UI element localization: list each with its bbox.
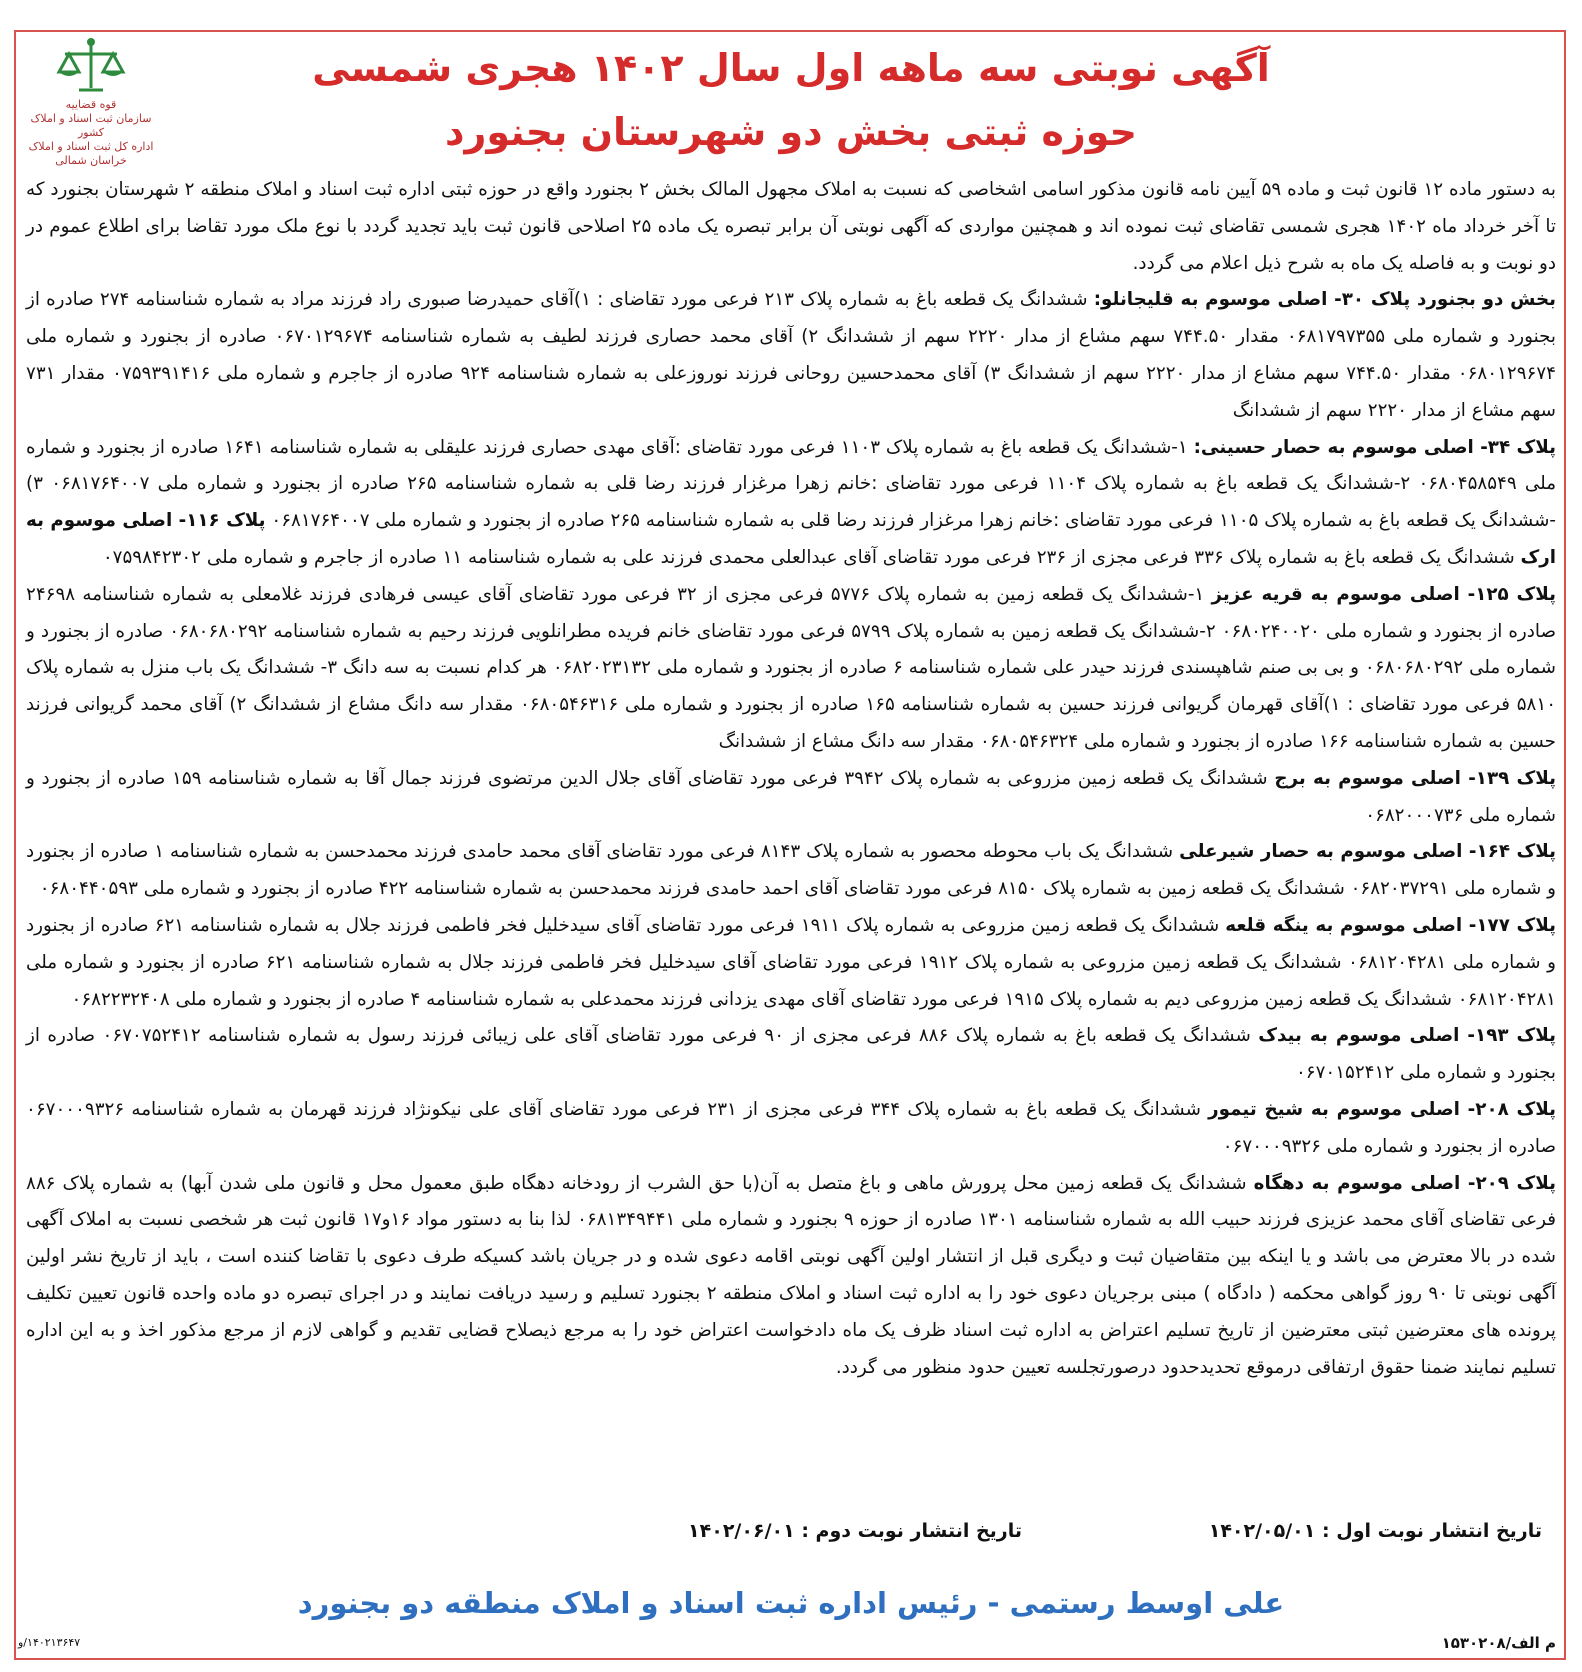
entry-paragraph xyxy=(26,1092,1556,1166)
entry-paragraph xyxy=(26,908,1556,1018)
entry-heading: پلاک ۲۰۹- اصلی موسوم به دهگاه xyxy=(1253,1172,1556,1194)
signature-line: علی اوسط رستمی - رئیس اداره ثبت اسناد و املاک منطقه دو بجنورد xyxy=(297,1586,1285,1620)
entry-heading: پلاک ۱۳۹- اصلی موسوم به برج xyxy=(1274,767,1556,789)
notice-body xyxy=(26,172,1556,1386)
entry-text: ششدانگ یک قطعه زمین مزروعی به شماره پلاک ۱۹۱۱ فرعی مورد تقاضای آقای سیدخلیل فخر فاطمی فرزند جلال به شماره شناسنامه ۶۲۱ صادره از بجنورد و شماره ملی ۰۶۸۱۲۰۴۲۸۱ ششدانگ یک قطعه زمین مزروعی به شماره پلاک ۱۹۱۲ فرعی مورد تقاضای آقای سیدخلیل فخر فاطمی فرزند جلال به شماره شناسنامه ۶۲۱ صادره از بجنورد و شماره ملی ۰۶۸۱۲۰۴۲۸۱ ششدانگ یک قطعه زمین مزروعی دیم به شماره پلاک ۱۹۱۵ فرعی مورد تقاضای آقای مهدی یزدانی فرزند محمدعلی به شماره شناسنامه ۴ صادره از بجنورد و شماره ملی ۰۶۸۲۲۳۲۴۰۸ xyxy=(26,914,1556,1010)
scales-emblem-icon xyxy=(55,36,127,98)
entry-text: ششدانگ یک قطعه باغ به شماره پلاک ۲۱۳ فرعی مورد تقاضای : ۱)آقای حمیدرضا صبوری راد فرزند مراد به شماره شناسنامه ۲۷۴ صادره از بجنورد و شماره ملی ۰۶۸۱۷۹۷۳۵۵ مقدار ۷۴۴.۵۰ سهم مشاع از مدار ۲۲۲۰ سهم از ششدانگ ۲) آقای محمد حصاری فرزند لطیف به شماره شناسنامه ۰۶۷۰۱۲۹۶۷۴ صادره از بجنورد و شماره ملی ۰۶۸۰۱۲۹۶۷۴ مقدار ۷۴۴.۵۰ سهم مشاع از مدار ۲۲۲۰ سهم از ششدانگ ۳) آقای محمدحسین روحانی فرزند نوروزعلی به شماره شناسنامه ۹۲۴ صادره از جاجرم و شماره ملی ۰۷۵۹۳۹۱۴۱۶ مقدار ۷۳۱ سهم مشاع از مدار ۲۲۲۰ سهم از ششدانگ xyxy=(26,289,1556,421)
entry-heading: پلاک ۳۴- اصلی موسوم به حصار حسینی: xyxy=(1193,436,1556,458)
entry-heading: پلاک ۲۰۸- اصلی موسوم به شیخ تیمور xyxy=(1208,1098,1557,1120)
entry-paragraph xyxy=(26,430,1556,577)
entry-heading: پلاک ۱۹۳- اصلی موسوم به بیدک xyxy=(1258,1025,1557,1047)
entry-text: ششدانگ یک قطعه زمین محل پرورش ماهی و باغ متصل به آن(با حق الشرب از رودخانه دهگاه طبق معمول محل و قانون ملی شدن آبها) به شماره پلاک ۸۸۶ فرعی تقاضای آقای محمد عزیزی فرزند حبیب الله به شماره شناسنامه ۱۳۰۱ صادره از حوزه ۹ بجنورد و شماره ملی ۰۶۸۱۳۴۹۴۴۱ لذا بنا به دستور مواد ۱۶و۱۷ قانون ثبت هر شخصی نسبت به املاک آگهی شده در بالا معترض می باشد و یا اینکه بین متقاضیان ثبت و دیگری قبل از انتشار اولین آگهی نوبتی اقامه دعوی شده و در جریان باشد کسیکه طرف دعوی با تقاضا کننده است ، باید از تاریخ نشر اولین آگهی نوبتی تا ۹۰ روز گواهی محکمه ( دادگاه ) مبنی برجریان دعوی خود را به اداره ثبت اسناد و املاک منطقه ۲ بجنورد تسلیم و رسید دریافت نمایند و در اجرای تبصره دو ماده واحده قانون تعیین تکلیف پرونده های معترضین ثبتی معترضین از تاریخ تسلیم اعتراض به اداره ثبت اسناد ظرف یک ماه دادخواست اعتراض خود را به مرجع ذیصلاح قضایی تقدیم و گواهی لازم از مرجع مذکور اخذ و به این اداره تسلیم نمایند ضمنا حقوق ارتفاقی درموقع تحدیدحدود درصورتجلسه تعیین حدود منظور می گردد. xyxy=(26,1172,1557,1378)
entry-heading: پلاک ۱۷۷- اصلی موسوم به ینگه قلعه xyxy=(1225,914,1556,936)
entry-text: ششدانگ یک قطعه باغ به شماره پلاک ۳۴۴ فرعی مجزی از ۲۳۱ فرعی مورد تقاضای آقای علی نیکونژاد فرزند قهرمان به شماره شناسنامه ۰۶۷۰۰۰۹۳۲۶ صادره از بجنورد و شماره ملی ۰۶۷۰۰۰۹۳۲۶ xyxy=(26,1098,1556,1157)
reference-code: م الف/۱۵۳۰۲۰۸ xyxy=(1441,1634,1556,1652)
logo-line: سازمان ثبت اسناد و املاک کشور xyxy=(30,112,152,139)
first-publication-date: تاریخ انتشار نوبت اول : ۱۴۰۲/۰۵/۰۱ xyxy=(1208,1520,1542,1542)
entry-paragraph xyxy=(26,761,1556,835)
judiciary-logo xyxy=(20,34,162,167)
entry-text: ششدانگ یک قطعه باغ به شماره پلاک ۳۳۶ فرعی مجزی از ۲۳۶ فرعی مورد تقاضای آقای عبدالعلی محمدی فرزند علی به شماره شناسنامه ۱۱ صادره از جاجرم و شماره ملی ۰۷۵۹۸۴۲۳۰۲ xyxy=(102,546,1521,568)
entry-text: ششدانگ یک قطعه باغ به شماره پلاک ۸۸۶ فرعی مجزی از ۹۰ فرعی مورد تقاضای آقای علی زیبائی فرزند رسول به شماره شناسنامه ۰۶۷۰۷۵۲۴۱۲ صادره از بجنورد و شماره ملی ۰۶۷۰۱۵۲۴۱۲ xyxy=(26,1025,1556,1084)
publication-dates xyxy=(40,1520,1542,1556)
tracking-code: ۱۴۰۲۱۳۶۴۷/و xyxy=(18,1636,81,1649)
entry-text: ۱-ششدانگ یک قطعه باغ به شماره پلاک ۱۱۰۳ فرعی مورد تقاضای :آقای مهدی حصاری فرزند علیقلی به شماره شناسنامه ۱۶۴۱ صادره از بجنورد و شماره ملی ۰۶۸۰۴۵۸۵۴۹ ۲-ششدانگ یک قطعه باغ به شماره پلاک ۱۱۰۴ فرعی مورد تقاضای :خانم زهرا مرغزار فرزند رضا قلی به شماره شناسنامه ۲۶۵ صادره از بجنورد و شماره ملی ۰۶۸۱۷۶۴۰۰۷ ۳) -ششدانگ یک قطعه باغ به شماره پلاک ۱۱۰۵ فرعی مورد تقاضای :خانم زهرا مرغزار فرزند رضا قلی به شماره شناسنامه ۲۶۵ صادره از بجنورد و شماره ملی ۰۶۸۱۷۶۴۰۰۷ xyxy=(26,436,1557,532)
entry-heading: پلاک ۱۱۶- اصلی موسوم به ارک xyxy=(26,510,1556,568)
second-publication-date: تاریخ انتشار نوبت دوم : ۱۴۰۲/۰۶/۰۱ xyxy=(688,1520,1022,1542)
entry-text: ۱-ششدانگ یک قطعه زمین به شماره پلاک ۵۷۷۶ فرعی مجزی از ۳۲ فرعی مورد تقاضای آقای عیسی فرهادی فرزند غلامعلی به شماره شناسنامه ۲۴۶۹۸ صادره از بجنورد و شماره ملی ۰۶۸۰۲۴۰۰۲۰ ۲-ششدانگ یک قطعه زمین به شماره پلاک ۵۷۹۹ فرعی مورد تقاضای خانم فریده مطرانلویی فرزند رحیم به شماره شناسنامه ۰۶۸۰۶۸۰۲۹۲ صادره از بجنورد و شماره ملی ۰۶۸۰۶۸۰۲۹۲ و بی بی صنم شاهپسندی فرزند حیدر علی شماره شناسنامه ۶ صادره از بجنورد و شماره ملی ۰۶۸۲۰۲۳۱۳۲ هر کدام نسبت به سه دانگ ۳- ششدانگ یک باب منزل به شماره پلاک ۵۸۱۰ فرعی مورد تقاضای : ۱)آقای قهرمان گریوانی فرزند حسین به شماره شناسنامه ۱۶۵ صادره از بجنورد و شماره ملی ۰۶۸۰۵۴۶۳۱۶ مقدار سه دانگ مشاع از ششدانگ ۲) آقای محمد گریوانی فرزند حسین به شماره شناسنامه ۱۶۶ صادره از بجنورد و شماره ملی ۰۶۸۰۵۴۶۳۲۴ مقدار سه دانگ مشاع از ششدانگ xyxy=(26,583,1557,752)
entry-paragraph xyxy=(26,1166,1556,1387)
entry-paragraph xyxy=(26,834,1556,908)
notice-title: آگهی نوبتی سه ماهه اول سال ۱۴۰۲ هجری شمسی xyxy=(312,46,1270,90)
notice-subtitle: حوزه ثبتی بخش دو شهرستان بجنورد xyxy=(445,110,1137,154)
logo-line: قوه قضاییه xyxy=(65,98,117,111)
intro-paragraph: به دستور ماده ۱۲ قانون ثبت و ماده ۵۹ آیین نامه قانون مذکور اسامی اشخاصی که نسبت به املاک مجهول المالک بخش ۲ بجنورد واقع در حوزه ثبتی اداره ثبت اسناد و املاک منطقه ۲ شهرستان بجنورد که تا آخر خرداد ماه ۱۴۰۲ هجری شمسی تقاضای ثبت نموده اند و همچنین مواردی که آگهی نوبتی آن برابر تبصره یک ماده ۲۵ اصلاحی قانون ثبت باید تجدید گردد با نوع ملک مورد تقاضا برای اطلاع عموم در دو نوبت و به فاصله یک ماه به شرح ذیل اعلام می گردد. xyxy=(26,179,1556,274)
entry-text: ششدانگ یک قطعه زمین مزروعی به شماره پلاک ۳۹۴۲ فرعی مورد تقاضای آقای جلال الدین مرتضوی فرزند جمال آقا به شماره شناسنامه ۱۵۹ صادره از بجنورد و شماره ملی ۰۶۸۲۰۰۰۷۳۶ xyxy=(26,767,1556,826)
entry-heading: پلاک ۱۶۴- اصلی موسوم به حصار شیرعلی xyxy=(1179,841,1556,863)
entry-heading: بخش دو بجنورد پلاک ۳۰- اصلی موسوم به قلیجانلو: xyxy=(1093,289,1556,311)
entry-heading: پلاک ۱۲۵- اصلی موسوم به قریه عزیز xyxy=(1211,583,1557,605)
logo-line: اداره کل ثبت اسناد و املاک خراسان شمالی xyxy=(28,140,154,167)
entry-text: ششدانگ یک باب محوطه محصور به شماره پلاک ۸۱۴۳ فرعی مورد تقاضای آقای محمد حامدی فرزند محمدحسن به شماره شناسنامه ۱ صادره از بجنورد و شماره ملی ۰۶۸۲۰۳۷۲۹۱ ششدانگ یک قطعه زمین به شماره پلاک ۸۱۵۰ فرعی مورد تقاضای آقای احمد حامدی فرزند محمدحسن به شماره شناسنامه ۴۲۲ صادره از بجنورد و شماره ملی ۰۶۸۰۴۴۰۵۹۳ xyxy=(26,841,1556,900)
entry-paragraph xyxy=(26,577,1556,761)
entry-paragraph xyxy=(26,282,1556,429)
entry-paragraph xyxy=(26,1018,1556,1092)
